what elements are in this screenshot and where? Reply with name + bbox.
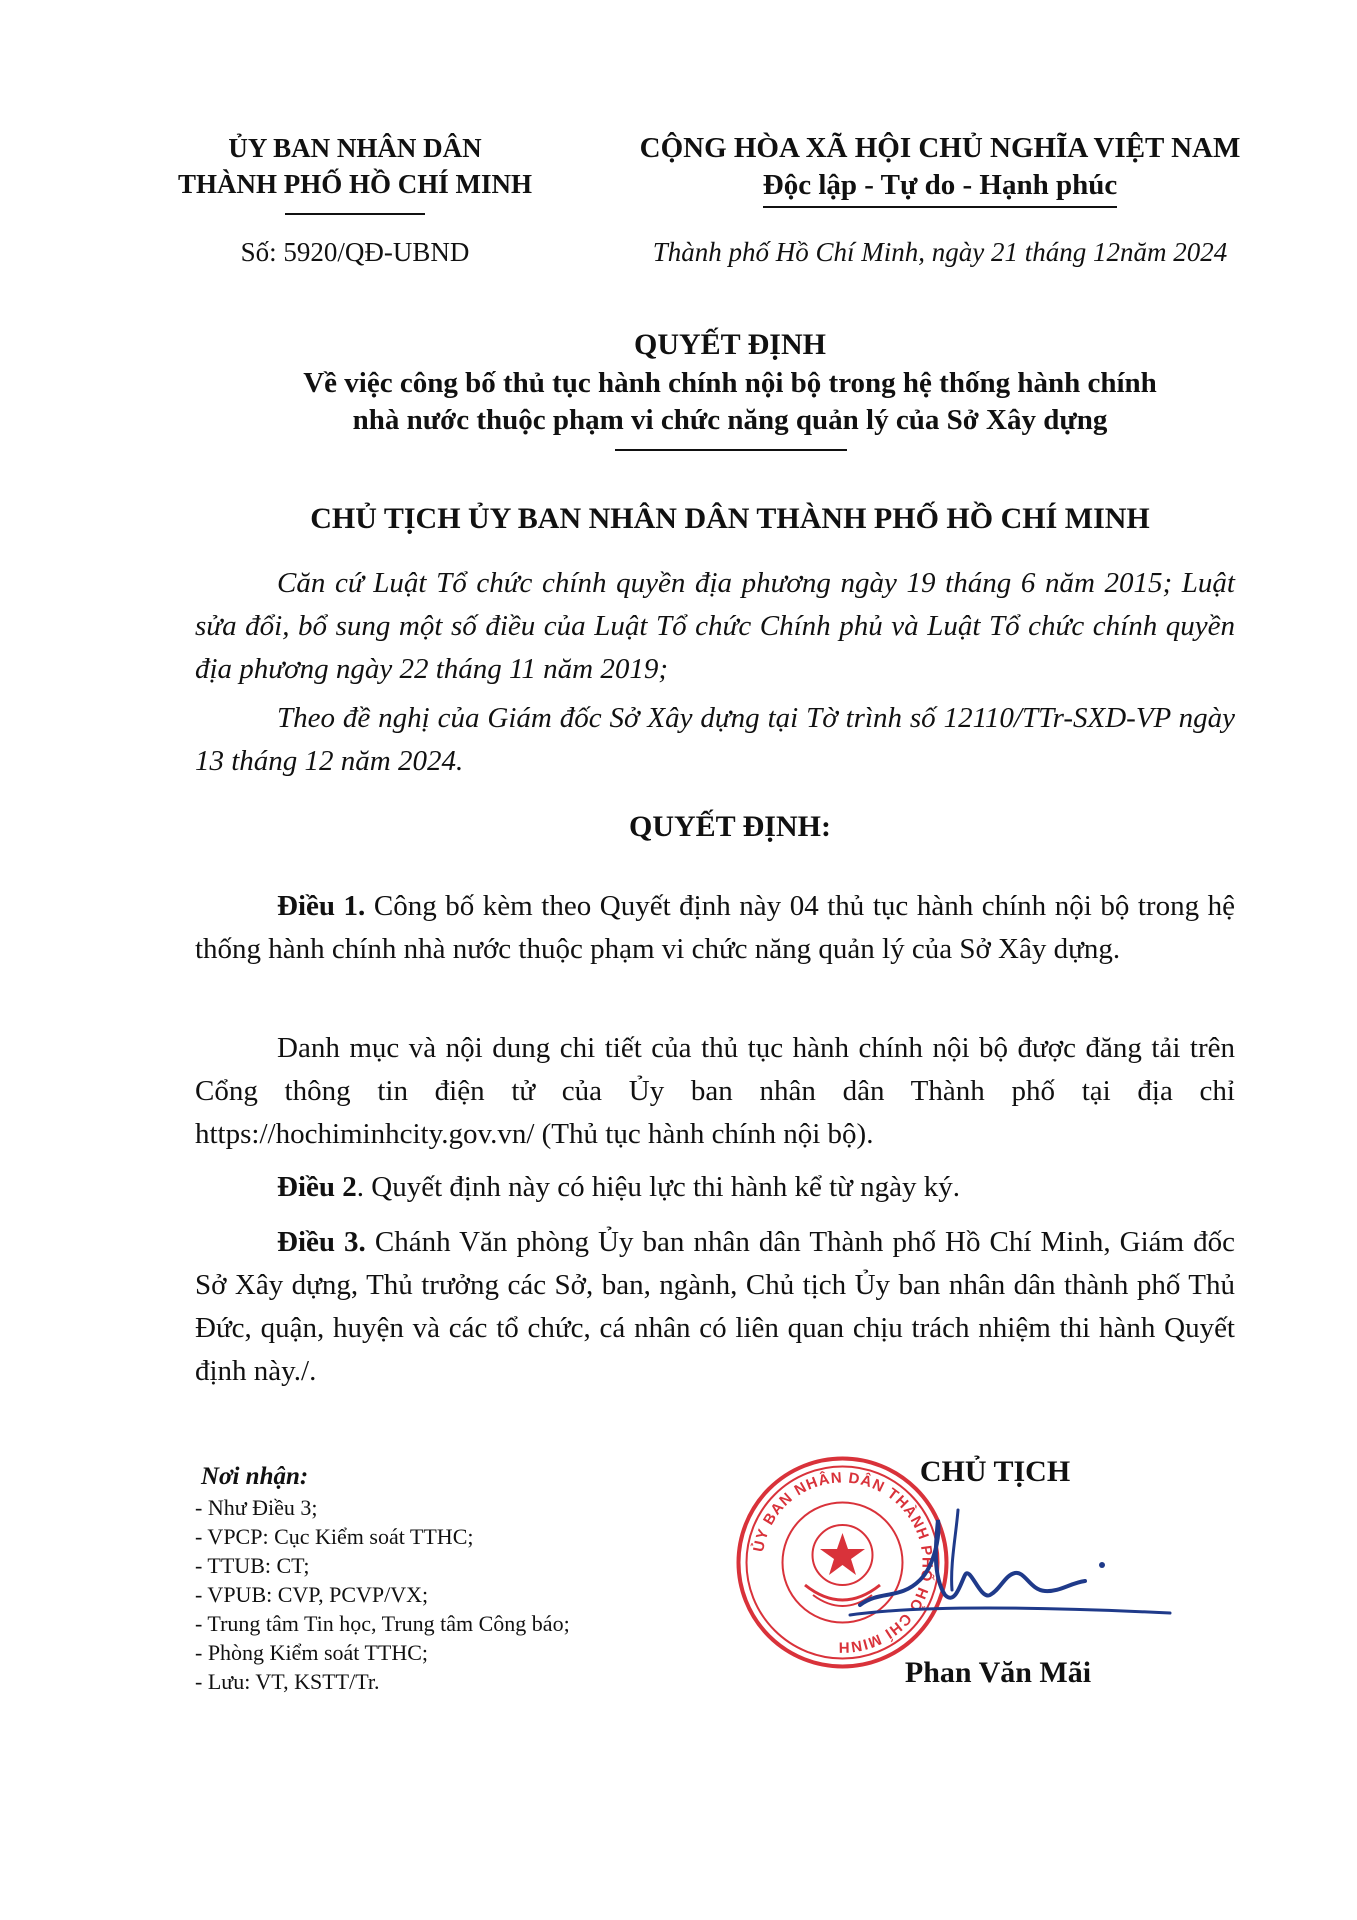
recipient-item: - Lưu: VT, KSTT/Tr. — [195, 1669, 380, 1694]
document-number: Số: 5920/QĐ-UBND — [240, 237, 470, 267]
recipient-item: - VPUB: CVP, PCVP/VX; — [195, 1582, 429, 1607]
signer-title: CHỦ TỊCH — [919, 1455, 1071, 1488]
document-date: Thành phố Hồ Chí Minh, ngày 21 tháng 12năm 2024 — [652, 237, 1228, 267]
article-1-text: Công bố kèm theo Quyết định này 04 thủ tục hành chính nội bộ trong hệ thống hành chính nhà nước thuộc phạm vi chức năng quản lý của Sở Xây dựng. — [195, 890, 1236, 965]
article-2-label: Điều 2 — [277, 1171, 357, 1203]
nation-title: CỘNG HÒA XÃ HỘI CHỦ NGHĨA VIỆT NAM — [639, 132, 1241, 164]
nation-motto: Độc lập - Tự do - Hạnh phúc — [763, 167, 1118, 208]
issuer-underline — [285, 213, 425, 215]
recipients-list — [195, 1493, 570, 1696]
article-3-text: Chánh Văn phòng Ủy ban nhân dân Thành phố Hồ Chí Minh, Giám đốc Sở Xây dựng, Thủ trưởng các Sở, ban, ngành, Chủ tịch Ủy ban nhân dân thành phố Thủ Đức, quận, huyện và các tổ chức, cá nhân có liên quan chịu trách nhiệm thi hành Quyết định này./. — [195, 1226, 1235, 1387]
recipient-item: - Như Điều 3; — [195, 1495, 318, 1520]
article-1-detail: Danh mục và nội dung chi tiết của thủ tục hành chính nội bộ được đăng tải trên Cổng thông tin điện tử của Ủy ban nhân dân Thành phố tại địa chỉ https://hochiminhcity.gov.vn/ (Thủ tục hành chính nội bộ). — [195, 1032, 1235, 1150]
article-3 — [195, 1221, 1235, 1393]
recipients-heading: Nơi nhận: — [201, 1463, 309, 1490]
recipients-block — [195, 1462, 570, 1696]
article-2-text: . Quyết định này có hiệu lực thi hành kể từ ngày ký. — [356, 1171, 961, 1203]
issuer-line-1: ỦY BAN NHÂN DÂN — [228, 133, 482, 163]
issuing-authority: CHỦ TỊCH ỦY BAN NHÂN DÂN THÀNH PHỐ HỒ CHÍ MINH — [310, 502, 1150, 535]
preamble-proposal: Theo đề nghị của Giám đốc Sở Xây dựng tại Tờ trình số 12110/TTr-SXD-VP ngày 13 tháng 12 năm 2024. — [195, 702, 1235, 777]
article-3-label: Điều 3. — [277, 1226, 366, 1258]
subject-line-2: nhà nước thuộc phạm vi chức năng quản lý của Sở Xây dựng — [352, 404, 1108, 436]
title-divider — [615, 449, 847, 451]
signer-name: Phan Văn Mãi — [904, 1656, 1092, 1689]
recipient-item: - Trung tâm Tin học, Trung tâm Công báo; — [195, 1611, 570, 1636]
handwritten-signature — [840, 1495, 1180, 1645]
issuer-line-2: THÀNH PHỐ HỒ CHÍ MINH — [177, 169, 532, 199]
article-2 — [195, 1166, 1235, 1209]
article-1 — [195, 885, 1235, 971]
preamble-legal-basis: Căn cứ Luật Tổ chức chính quyền địa phương ngày 19 tháng 6 năm 2015; Luật sửa đổi, bổ sung một số điều của Luật Tổ chức Chính phủ và Luật Tổ chức chính quyền địa phương ngày 22 tháng 11 năm 2019; — [195, 567, 1235, 685]
article-1-label: Điều 1. — [277, 890, 366, 922]
subject-line-1: Về việc công bố thủ tục hành chính nội bộ trong hệ thống hành chính — [303, 367, 1157, 399]
national-heading — [590, 130, 1290, 208]
recipient-item: - TTUB: CT; — [195, 1553, 310, 1578]
recipient-item: - VPCP: Cục Kiểm soát TTHC; — [195, 1524, 474, 1549]
issuer-block — [145, 130, 565, 202]
decision-heading: QUYẾT ĐỊNH: — [629, 810, 831, 843]
recipient-item: - Phòng Kiểm soát TTHC; — [195, 1640, 429, 1665]
document-subject — [150, 365, 1310, 439]
document-title: QUYẾT ĐỊNH — [634, 328, 826, 361]
seal-text: ỦY BAN NHÂN DÂN THÀNH PHỐ HỒ CHÍ MINH — [750, 1469, 936, 1656]
